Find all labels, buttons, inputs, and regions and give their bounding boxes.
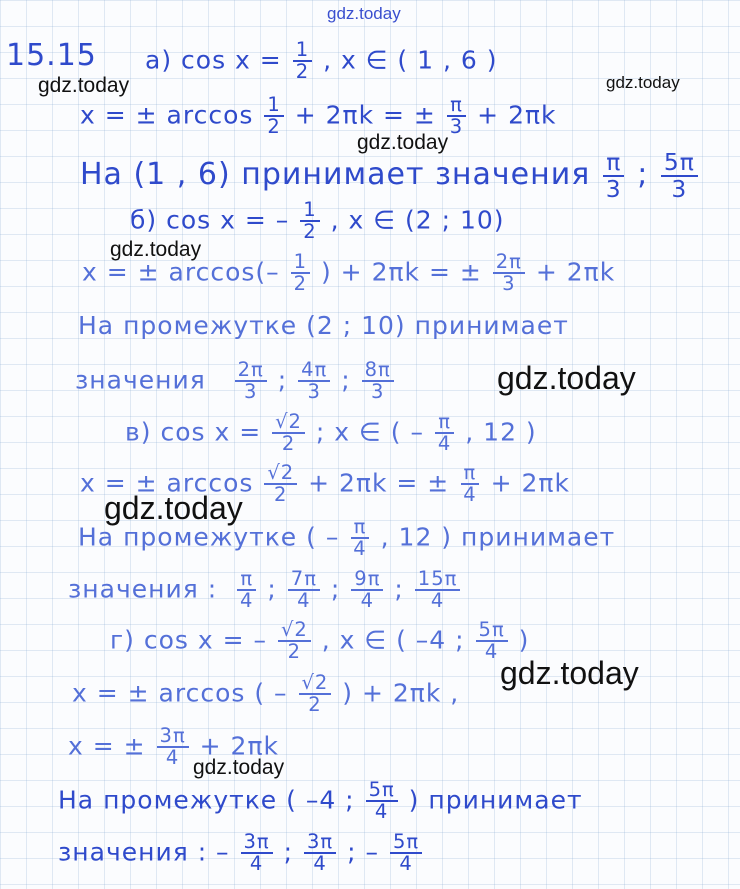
part-a-answer: На (1 , 6) принимает значения $\frac{\pi}{3}$ ; $\frac{5\pi}{3}$	[80, 150, 700, 201]
part-c-answer-line1: На промежутке ( – $\frac{\pi}{4}$ , 12 ) принимает	[78, 515, 616, 561]
fraction: $\frac{8\pi}{3}$	[362, 360, 394, 403]
part-label: в)	[125, 417, 152, 447]
watermark: gdz.today	[38, 74, 130, 97]
fraction: $\frac{\pi}{4}$	[460, 463, 479, 506]
fraction: $\frac{√2}{2}$	[278, 620, 311, 663]
fraction: $\frac{\pi}{4}$	[350, 517, 369, 560]
part-b-equation: б) cos x = – $\frac{1}{2}$ , x ∈ (2 ; 10)	[130, 198, 505, 244]
fraction: $\frac{1}{2}$	[293, 40, 312, 83]
fraction: $\frac{3\pi}{4}$	[304, 832, 336, 875]
fraction: $\frac{5\pi}{4}$	[476, 620, 508, 663]
part-d-answer-line1: На промежутке ( –4 ; $\frac{5\pi}{4}$ ) принимает	[58, 778, 583, 824]
watermark: gdz.today	[500, 655, 639, 691]
part-d-equation: г) cos x = – $\frac{√2}{2}$ , x ∈ ( –4 ; $\frac{5\pi}{4}$ )	[110, 618, 530, 664]
watermark: gdz.today	[193, 756, 285, 779]
part-d-solution: x = ± arccos ( – $\frac{√2}{2}$ ) + 2πk ,	[72, 671, 460, 717]
fraction: $\frac{3\pi}{4}$	[241, 832, 273, 875]
part-b-solution: x = ± arccos(– $\frac{1}{2}$ ) + 2πk = ± $\frac{2\pi}{3}$ + 2πk	[82, 250, 616, 296]
fraction: $\frac{√2}{2}$	[299, 673, 332, 716]
fraction: $\frac{3\pi}{4}$	[157, 726, 189, 769]
fraction: $\frac{1}{2}$	[291, 252, 310, 295]
part-a-solution: x = ± arccos $\frac{1}{2}$ + 2πk = ± $\frac{\pi}{3}$ + 2πk	[80, 93, 557, 139]
fraction: $\frac{\pi}{3}$	[603, 150, 625, 201]
watermark: gdz.today	[104, 490, 243, 526]
fraction: $\frac{7\pi}{4}$	[288, 569, 320, 612]
fraction: $\frac{5\pi}{4}$	[366, 780, 398, 823]
fraction: $\frac{1}{2}$	[264, 95, 283, 138]
watermark: gdz.today	[606, 73, 680, 92]
fraction: $\frac{\pi}{4}$	[435, 412, 454, 455]
fraction: $\frac{√2}{2}$	[264, 463, 297, 506]
watermark-top: gdz.today	[327, 4, 401, 23]
fraction: $\frac{1}{2}$	[300, 200, 319, 243]
fraction: $\frac{5\pi}{4}$	[390, 832, 422, 875]
fraction: $\frac{2\pi}{3}$	[493, 252, 525, 295]
part-label: г)	[110, 625, 135, 655]
fraction: $\frac{4\pi}{3}$	[298, 360, 330, 403]
part-c-solution: x = ± arccos $\frac{√2}{2}$ + 2πk = ± $\frac{\pi}{4}$ + 2πk	[80, 461, 570, 507]
watermark: gdz.today	[497, 360, 636, 396]
watermark: gdz.today	[357, 131, 449, 154]
fraction: $\frac{\pi}{4}$	[237, 569, 256, 612]
fraction: $\frac{5\pi}{3}$	[661, 150, 698, 201]
fraction: $\frac{√2}{2}$	[272, 412, 305, 455]
fraction: $\frac{9\pi}{4}$	[351, 569, 383, 612]
watermark: gdz.today	[110, 238, 202, 261]
part-c-equation: в) cos x = $\frac{√2}{2}$ ; x ∈ ( – $\frac{\pi}{4}$ , 12 )	[125, 410, 537, 456]
part-b-answer-line1: На промежутке (2 ; 10) принимает	[78, 311, 569, 340]
problem-number: 15.15	[6, 38, 97, 73]
part-b-answer-line2: значения $\frac{2\pi}{3}$ ; $\frac{4\pi}{3}$ ; $\frac{8\pi}{3}$	[75, 360, 396, 403]
fraction: $\frac{15\pi}{4}$	[415, 569, 461, 612]
fraction: $\frac{2\pi}{3}$	[235, 360, 267, 403]
part-label: а)	[145, 45, 173, 75]
part-label: б)	[130, 205, 158, 235]
domain: , x ∈ ( 1 , 6 )	[323, 45, 498, 75]
equation-left: cos x =	[181, 45, 282, 75]
fraction: $\frac{\pi}{3}$	[447, 95, 466, 138]
part-d-answer-line2: значения : – $\frac{3\pi}{4}$ ; $\frac{3\pi}{4}$ ; – $\frac{5\pi}{4}$	[58, 832, 424, 875]
part-d-solution-2: x = ± $\frac{3\pi}{4}$ + 2πk	[68, 724, 279, 770]
part-c-answer-line2: значения : $\frac{\pi}{4}$ ; $\frac{7\pi}{4}$ ; $\frac{9\pi}{4}$ ; $\frac{15\pi}{4}$	[68, 569, 462, 612]
part-a-equation	[145, 40, 497, 83]
